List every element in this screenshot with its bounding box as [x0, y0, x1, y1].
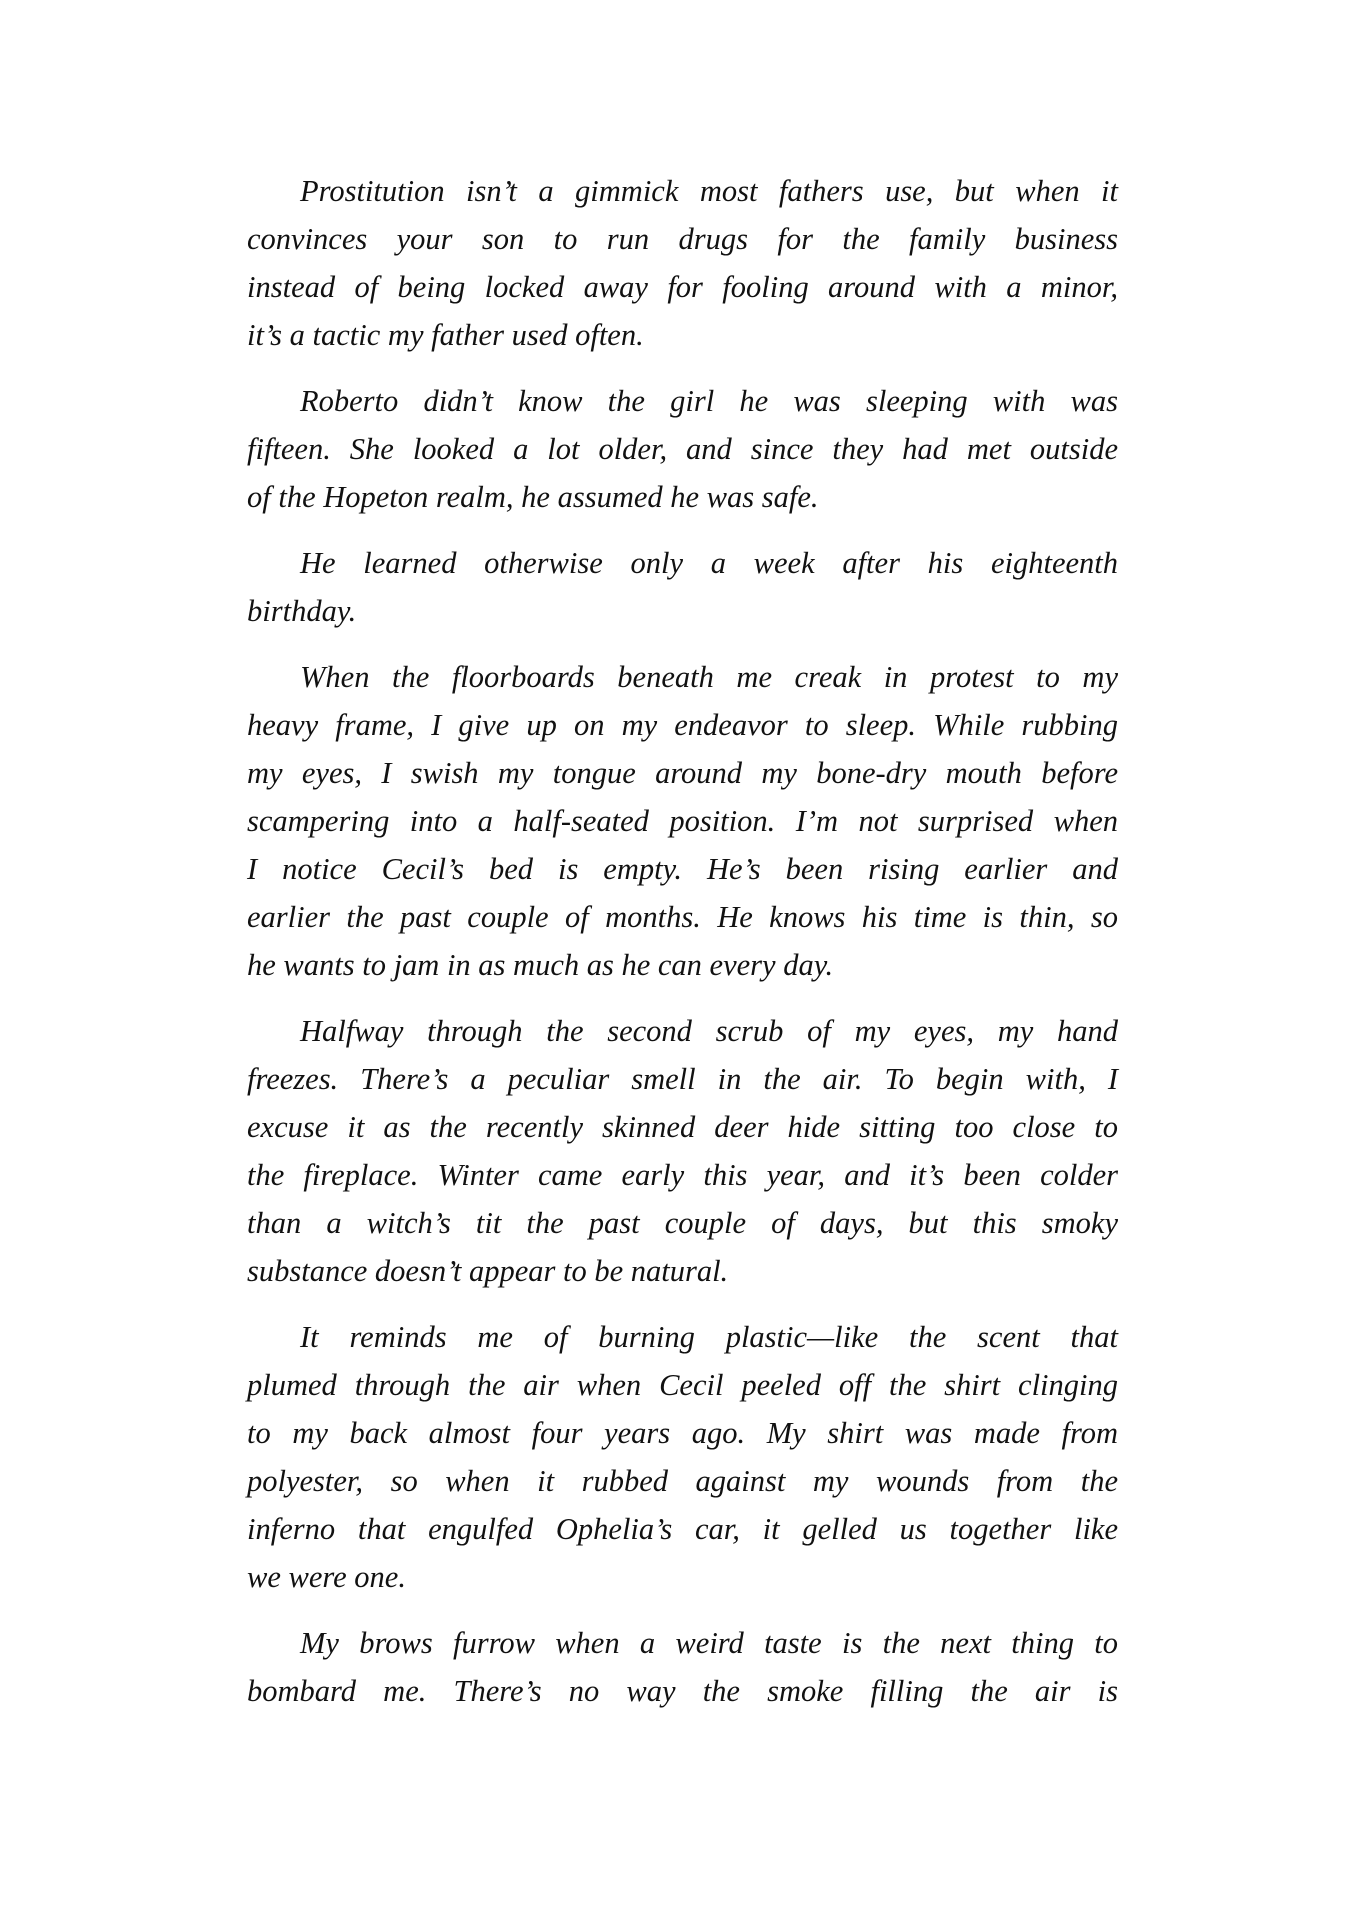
paragraph — [247, 1007, 1118, 1295]
text-line: fifteen. She looked a lot older, and since they had met outside — [247, 432, 1118, 466]
text-line: plumed through the air when Cecil peeled off the shirt clinging — [247, 1368, 1118, 1402]
text-line: My brows furrow when a weird taste is the next thing to — [300, 1626, 1118, 1660]
text-line: earlier the past couple of months. He knows his time is thin, so — [247, 900, 1118, 934]
text-line: I notice Cecil’s bed is empty. He’s been rising earlier and — [247, 852, 1118, 886]
text-line: he wants to jam in as much as he can every day. — [247, 948, 834, 982]
text-line: It reminds me of burning plastic—like the scent that — [300, 1320, 1118, 1354]
book-page-text — [247, 167, 1118, 1733]
text-line: excuse it as the recently skinned deer hide sitting too close to — [247, 1110, 1118, 1144]
text-line: it’s a tactic my father used often. — [247, 318, 644, 352]
text-line: polyester, so when it rubbed against my wounds from the — [247, 1464, 1118, 1498]
text-line: to my back almost four years ago. My shirt was made from — [247, 1416, 1118, 1450]
text-line: the fireplace. Winter came early this year, and it’s been colder — [247, 1158, 1118, 1192]
text-line: bombard me. There’s no way the smoke filling the air is — [247, 1674, 1118, 1708]
text-line: Prostitution isn’t a gimmick most fathers use, but when it — [300, 174, 1118, 208]
text-line: of the Hopeton realm, he assumed he was safe. — [247, 480, 819, 514]
text-line: than a witch’s tit the past couple of days, but this smoky — [247, 1206, 1118, 1240]
text-line: instead of being locked away for fooling around with a minor, — [247, 270, 1118, 304]
text-line: When the floorboards beneath me creak in protest to my — [300, 660, 1118, 694]
text-line: heavy frame, I give up on my endeavor to sleep. While rubbing — [247, 708, 1118, 742]
text-line: convinces your son to run drugs for the family business — [247, 222, 1118, 256]
paragraph — [247, 1313, 1118, 1601]
paragraph — [247, 539, 1118, 635]
text-line: we were one. — [247, 1560, 406, 1594]
text-line: Halfway through the second scrub of my eyes, my hand — [300, 1014, 1118, 1048]
paragraph — [247, 653, 1118, 989]
text-line: He learned otherwise only a week after his eighteenth — [300, 546, 1118, 580]
text-line: my eyes, I swish my tongue around my bone-dry mouth before — [247, 756, 1118, 790]
text-line: substance doesn’t appear to be natural. — [247, 1254, 729, 1288]
paragraph — [247, 167, 1118, 359]
text-line: scampering into a half-seated position. I’m not surprised when — [247, 804, 1118, 838]
paragraph — [247, 377, 1118, 521]
text-line: Roberto didn’t know the girl he was sleeping with was — [300, 384, 1118, 418]
text-line: freezes. There’s a peculiar smell in the air. To begin with, I — [247, 1062, 1118, 1096]
paragraph — [247, 1619, 1118, 1715]
text-line: birthday. — [247, 594, 357, 628]
text-line: inferno that engulfed Ophelia’s car, it gelled us together like — [247, 1512, 1118, 1546]
